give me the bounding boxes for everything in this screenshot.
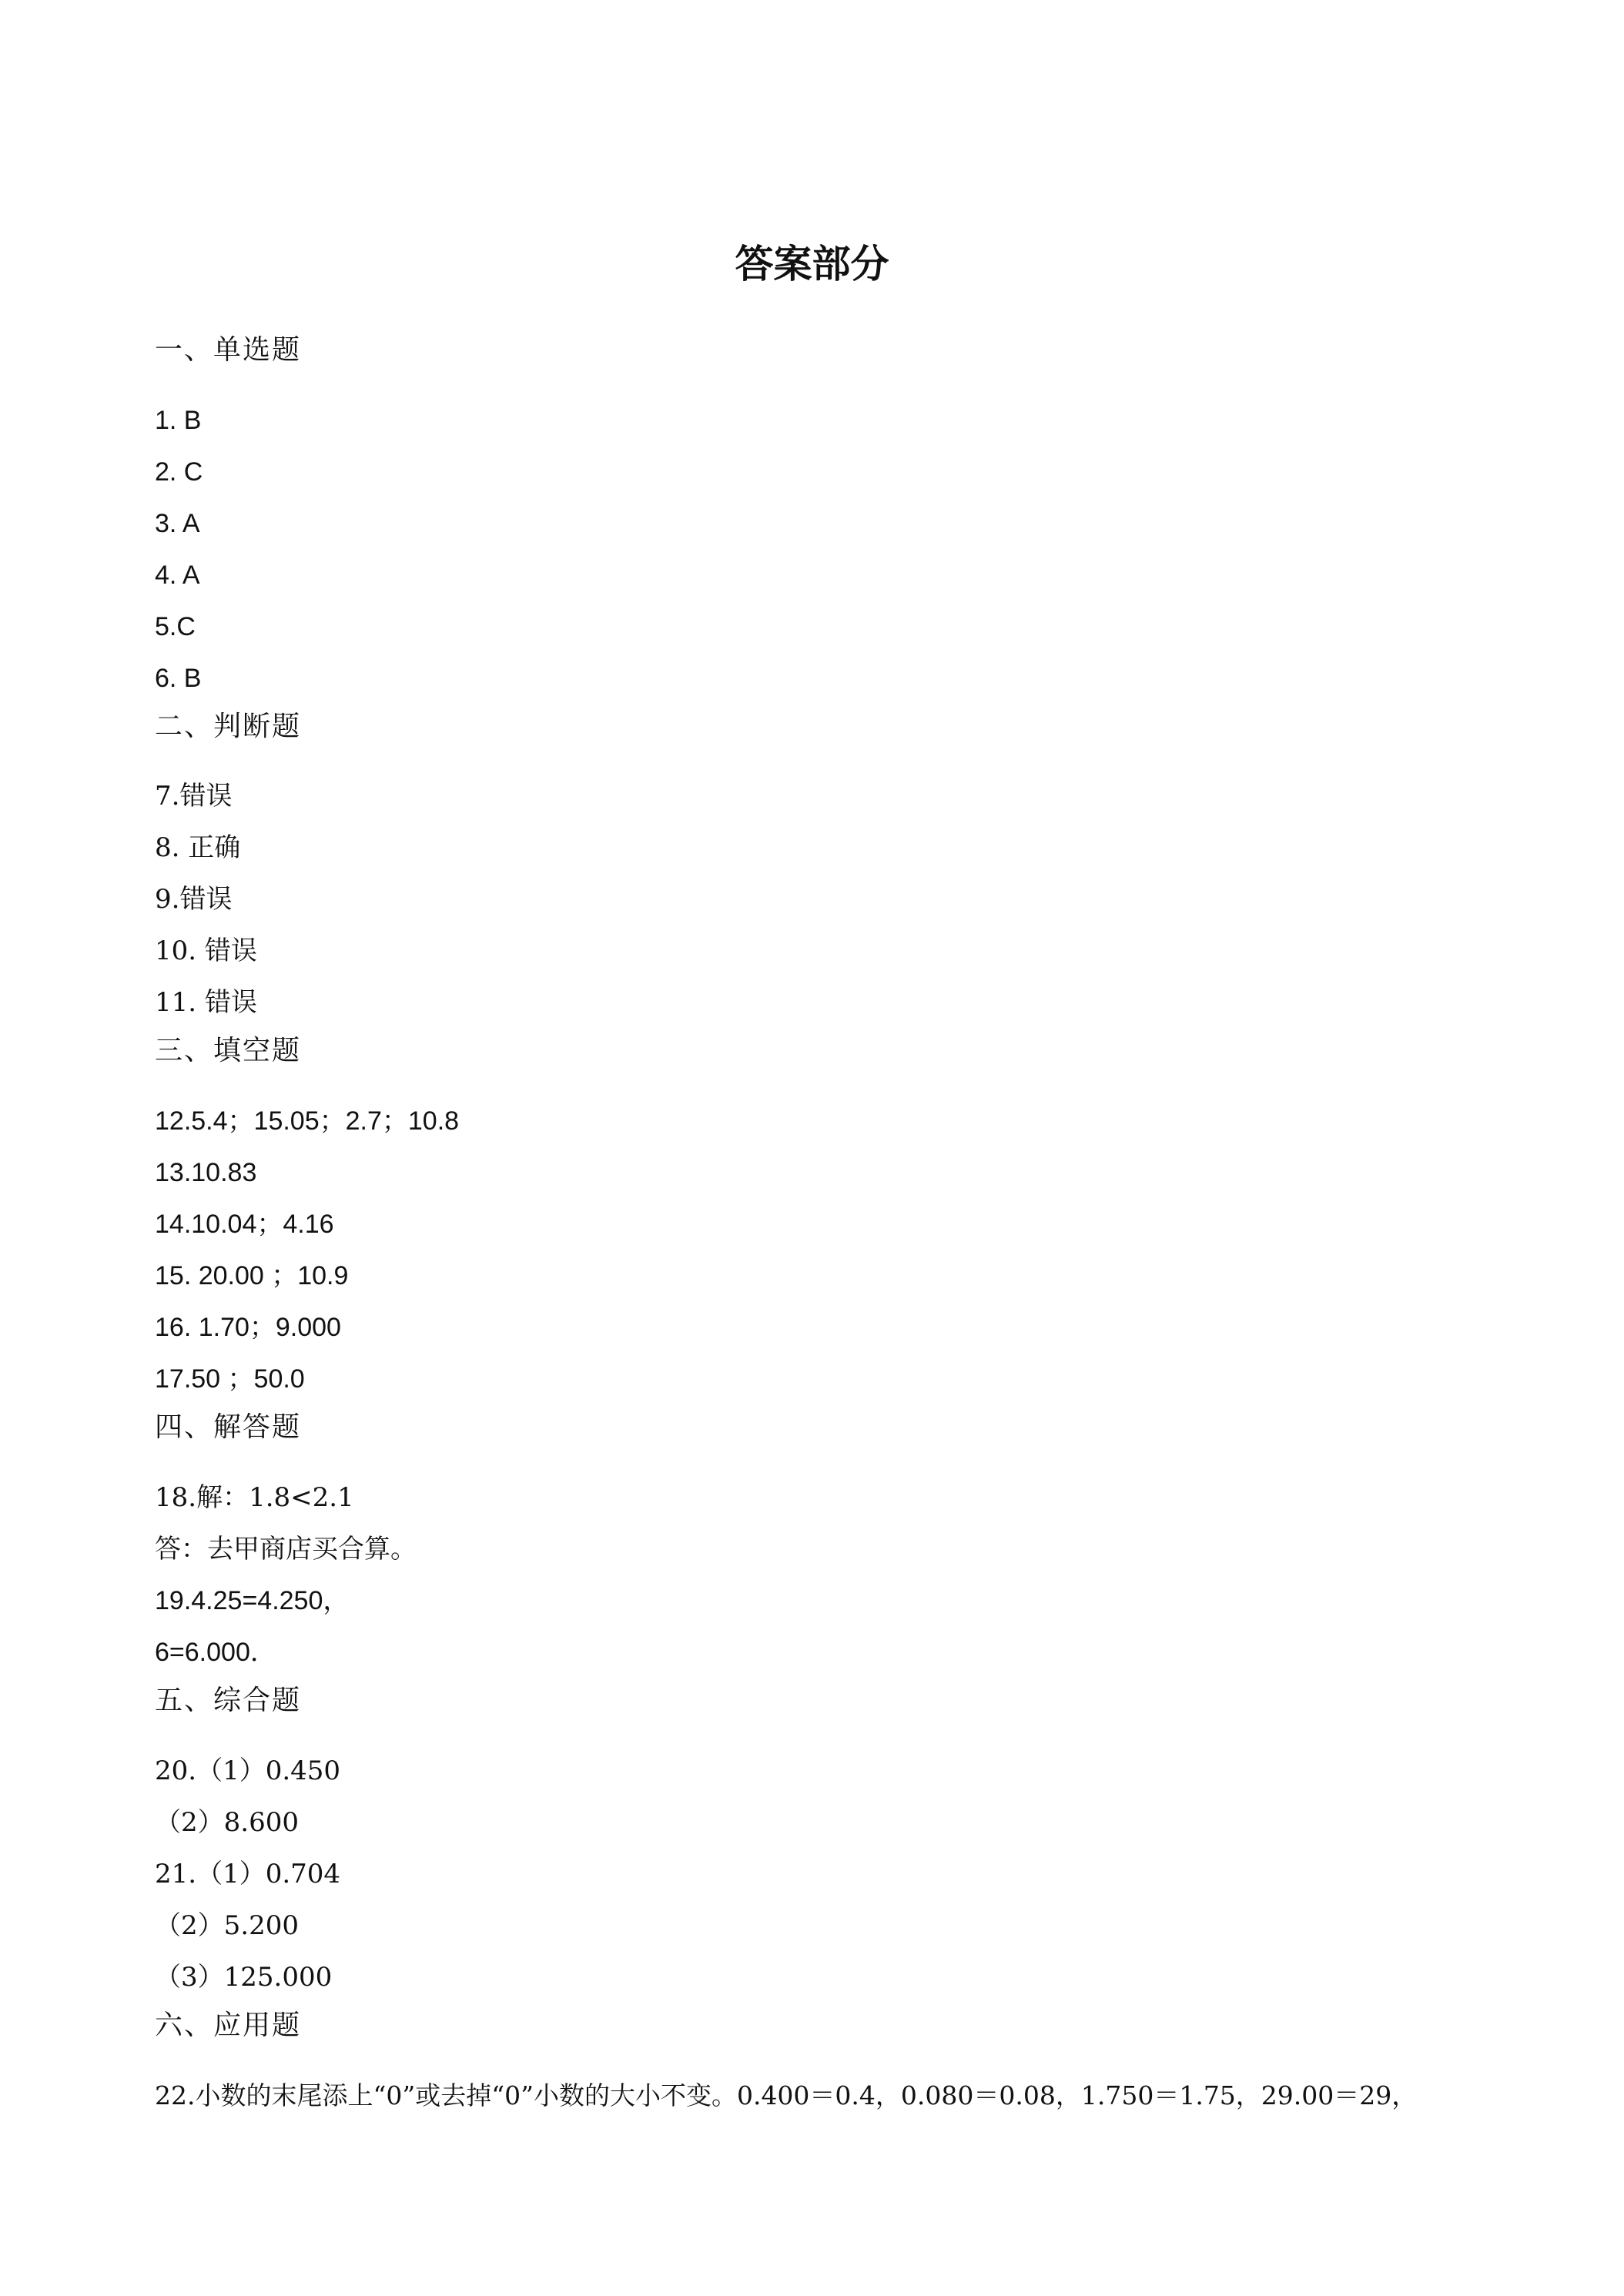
section-heading-single-choice: 一、单选题 xyxy=(155,334,302,366)
answer-line: 10. 错误 xyxy=(155,935,257,966)
answer-line: 9.错误 xyxy=(155,884,233,915)
section-heading-true-false: 二、判断题 xyxy=(155,711,302,742)
answer-line: 3. A xyxy=(155,509,200,538)
answer-line: 21.（1）0.704 xyxy=(155,1859,341,1889)
answer-line: 13.10.83 xyxy=(155,1158,257,1187)
answer-line: 6=6.000． xyxy=(155,1638,276,1667)
answer-line: 5.C xyxy=(155,612,196,641)
answer-line: 1. B xyxy=(155,406,202,435)
answer-line: 16. 1.70；9.000 xyxy=(155,1313,341,1342)
section-heading-comprehensive: 五、综合题 xyxy=(155,1685,302,1716)
answer-line: 19.4.25=4.250， xyxy=(155,1586,350,1615)
answer-line: 6. B xyxy=(155,664,202,693)
answer-line: 4. A xyxy=(155,561,200,590)
answer-line: 20.（1）0.450 xyxy=(155,1755,341,1786)
answer-line: 15. 20.00 ；10.9 xyxy=(155,1261,349,1290)
answer-line: 答：去甲商店买合算。 xyxy=(155,1534,417,1565)
answer-line: 11. 错误 xyxy=(155,987,257,1018)
answer-line: （3）125.000 xyxy=(155,1962,333,1993)
page-title: 答案部分 xyxy=(735,241,889,286)
answer-line: 12.5.4；15.05；2.7；10.8 xyxy=(155,1106,460,1136)
answer-line: 14.10.04；4.16 xyxy=(155,1210,334,1239)
section-heading-solutions: 四、解答题 xyxy=(155,1411,302,1443)
answer-line: 18.解：1.8<2.1 xyxy=(155,1482,354,1513)
answer-line: 17.50 ；50.0 xyxy=(155,1364,305,1394)
answer-line: （2）8.600 xyxy=(155,1807,299,1838)
section-heading-fill-in: 三、填空题 xyxy=(155,1035,302,1066)
answer-line: 22.小数的末尾添上“0”或去掉“0”小数的大小不变。0.400＝0.4，0.080＝0.08，1.750＝1.75，29.00＝29， xyxy=(155,2080,1418,2110)
answer-line: （2）5.200 xyxy=(155,1910,299,1941)
section-heading-application: 六、应用题 xyxy=(155,2010,302,2041)
answer-line: 8. 正确 xyxy=(155,832,241,863)
answer-line: 2. C xyxy=(155,457,203,487)
answer-line: 7.错误 xyxy=(155,781,233,812)
